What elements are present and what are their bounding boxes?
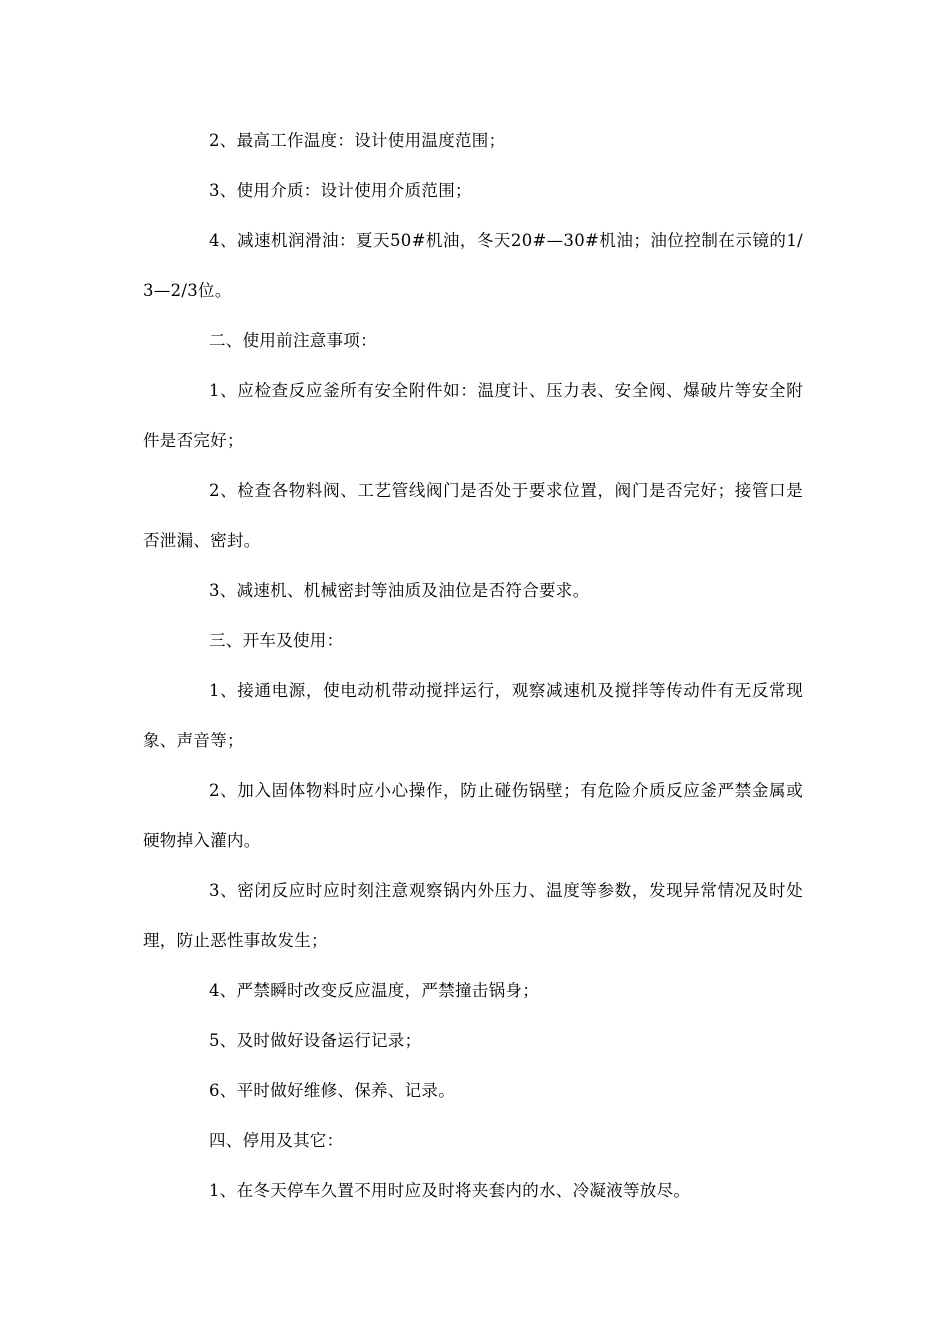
paragraph-check-oil: 3、减速机、机械密封等油质及油位是否符合要求。 [209,581,590,600]
document-body [143,116,803,1216]
paragraph-check-safety-accessories: 1、应检查反应釜所有安全附件如：温度计、压力表、安全阀、爆破片等安全附件是否完好； [143,381,803,450]
paragraph-add-solids: 2、加入固体物料时应小心操作，防止碰伤锅壁；有危险介质反应釜严禁金属或硬物掉入灌内。 [143,781,803,850]
paragraph-no-temp-change: 4、严禁瞬时改变反应温度，严禁撞击锅身； [209,981,539,1000]
paragraph-medium: 3、使用介质：设计使用介质范围； [209,181,472,200]
paragraph-closed-reaction: 3、密闭反应时应时刻注意观察锅内外压力、温度等参数，发现异常情况及时处理，防止恶性事故发生； [143,881,803,950]
paragraph-lubricating-oil: 4、减速机润滑油：夏天50#机油，冬天20#—30#机油；油位控制在示镜的1/3—2/3位。 [143,231,803,300]
paragraph-run-records: 5、及时做好设备运行记录； [209,1031,422,1050]
paragraph-max-temperature: 2、最高工作温度：设计使用温度范围； [209,131,506,150]
section-heading-startup: 三、开车及使用： [209,631,344,650]
paragraph-winter-drain: 1、在冬天停车久置不用时应及时将夹套内的水、冷凝液等放尽。 [209,1181,691,1200]
paragraph-check-valves: 2、检查各物料阀、工艺管线阀门是否处于要求位置，阀门是否完好；接管口是否泄漏、密封。 [143,481,803,550]
section-heading-shutdown: 四、停用及其它： [209,1131,344,1150]
paragraph-maintenance: 6、平时做好维修、保养、记录。 [209,1081,455,1100]
section-heading-pre-use: 二、使用前注意事项： [209,331,377,350]
paragraph-power-on: 1、接通电源，使电动机带动搅拌运行，观察减速机及搅拌等传动件有无反常现象、声音等； [143,681,803,750]
